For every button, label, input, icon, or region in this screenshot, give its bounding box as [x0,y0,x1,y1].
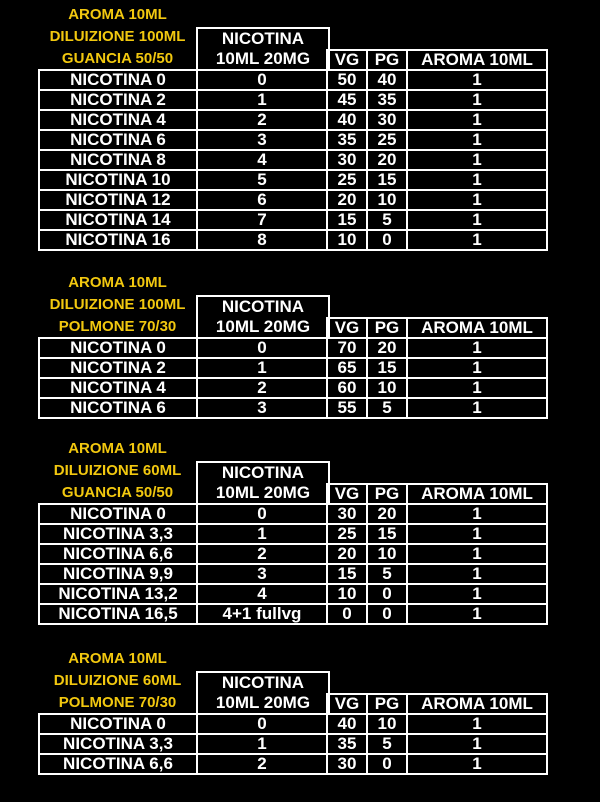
nicotina-header-line: NICOTINA [221,29,305,48]
cell-label: NICOTINA 16,5 [39,604,197,624]
nicotina-header-line: 10ML 20MG [215,49,311,68]
cell-nicotina: 8 [197,230,327,250]
nicotina-header-line: 10ML 20MG [215,317,311,336]
recipe-section [0,4,600,290]
cell-aroma: 1 [407,524,547,544]
cell-vg: 20 [327,190,367,210]
cell-vg: 35 [327,734,367,754]
section-title-line: DILUIZIONE 60ML [53,672,182,689]
cell-vg: 10 [327,584,367,604]
section-title-line: AROMA 10ML [68,274,167,291]
cell-pg: 40 [367,70,407,90]
cell-pg: 15 [367,524,407,544]
header-pg: PG [367,318,407,338]
cell-nicotina: 6 [197,190,327,210]
cell-aroma: 1 [407,230,547,250]
cell-vg: 40 [327,110,367,130]
header-pg: PG [367,484,407,504]
cell-label: NICOTINA 10 [39,170,197,190]
header-vg: VG [327,484,367,504]
cell-aroma: 1 [407,734,547,754]
cell-label: NICOTINA 4 [39,378,197,398]
table-header-row [39,318,547,338]
cell-pg: 5 [367,210,407,230]
recipe-section [0,438,600,658]
cell-nicotina: 7 [197,210,327,230]
cell-vg: 15 [327,564,367,584]
cell-nicotina: 1 [197,734,327,754]
nicotina-header-line: NICOTINA [221,297,305,316]
cell-vg: 35 [327,130,367,150]
cell-pg: 10 [367,190,407,210]
header-vg: VG [327,694,367,714]
cell-label: NICOTINA 6,6 [39,544,197,564]
cell-pg: 5 [367,398,407,418]
cell-label: NICOTINA 6 [39,130,197,150]
cell-label: NICOTINA 4 [39,110,197,130]
cell-nicotina: 4 [197,584,327,604]
cell-vg: 30 [327,504,367,524]
cell-pg: 10 [367,544,407,564]
table-header-row [39,50,547,70]
cell-pg: 20 [367,338,407,358]
cell-nicotina: 5 [197,170,327,190]
cell-nicotina: 0 [197,70,327,90]
cell-pg: 20 [367,150,407,170]
header-spacer [39,50,197,70]
cell-label: NICOTINA 13,2 [39,584,197,604]
table-row [39,398,547,418]
table-row [39,584,547,604]
header-nicotina-cell [197,50,327,70]
table-row [39,378,547,398]
cell-aroma: 1 [407,358,547,378]
cell-nicotina: 2 [197,110,327,130]
header-spacer [39,318,197,338]
cell-label: NICOTINA 2 [39,90,197,110]
section-title-line: AROMA 10ML [68,650,167,667]
section-title-line: POLMONE 70/30 [58,318,177,335]
cell-label: NICOTINA 8 [39,150,197,170]
recipe-table [38,483,548,625]
cell-pg: 15 [367,358,407,378]
cell-vg: 30 [327,150,367,170]
cell-nicotina: 1 [197,524,327,544]
cell-aroma: 1 [407,170,547,190]
header-vg: VG [327,318,367,338]
nicotina-header-line: 10ML 20MG [215,483,311,502]
cell-aroma: 1 [407,584,547,604]
cell-aroma: 1 [407,90,547,110]
cell-nicotina: 3 [197,564,327,584]
table-row [39,190,547,210]
cell-label: NICOTINA 3,3 [39,734,197,754]
cell-pg: 20 [367,504,407,524]
table-row [39,358,547,378]
section-title-line: AROMA 10ML [68,6,167,23]
table-row [39,170,547,190]
table-row [39,754,547,774]
cell-nicotina: 4 [197,150,327,170]
cell-aroma: 1 [407,110,547,130]
cell-label: NICOTINA 6 [39,398,197,418]
cell-label: NICOTINA 16 [39,230,197,250]
table-row [39,338,547,358]
cell-vg: 55 [327,398,367,418]
section-title-line: DILUIZIONE 100ML [49,296,186,313]
header-aroma: AROMA 10ML [407,318,547,338]
cell-label: NICOTINA 0 [39,714,197,734]
cell-nicotina: 2 [197,378,327,398]
cell-pg: 10 [367,714,407,734]
cell-label: NICOTINA 9,9 [39,564,197,584]
cell-aroma: 1 [407,604,547,624]
cell-vg: 10 [327,230,367,250]
recipe-table [38,317,548,419]
cell-aroma: 1 [407,70,547,90]
cell-pg: 0 [367,604,407,624]
recipe-table [38,693,548,775]
cell-nicotina: 0 [197,338,327,358]
cell-vg: 30 [327,754,367,774]
cell-label: NICOTINA 0 [39,338,197,358]
cell-vg: 15 [327,210,367,230]
cell-pg: 0 [367,584,407,604]
cell-pg: 5 [367,734,407,754]
section-title-line: AROMA 10ML [68,440,167,457]
cell-aroma: 1 [407,130,547,150]
cell-label: NICOTINA 0 [39,70,197,90]
header-vg: VG [327,50,367,70]
header-nicotina-cell [197,484,327,504]
cell-vg: 50 [327,70,367,90]
table-row [39,230,547,250]
table-row [39,90,547,110]
table-row [39,714,547,734]
header-aroma: AROMA 10ML [407,694,547,714]
cell-vg: 45 [327,90,367,110]
cell-vg: 65 [327,358,367,378]
cell-label: NICOTINA 0 [39,504,197,524]
cell-vg: 25 [327,170,367,190]
cell-aroma: 1 [407,714,547,734]
nicotina-header-line: 10ML 20MG [215,693,311,712]
section-title-line: POLMONE 70/30 [58,694,177,711]
cell-label: NICOTINA 12 [39,190,197,210]
cell-label: NICOTINA 6,6 [39,754,197,774]
cell-nicotina: 2 [197,544,327,564]
table-row [39,524,547,544]
table-header-row [39,694,547,714]
header-nicotina-cell [197,694,327,714]
cell-pg: 5 [367,564,407,584]
cell-nicotina: 4+1 fullvg [197,604,327,624]
cell-vg: 25 [327,524,367,544]
table-row [39,150,547,170]
cell-label: NICOTINA 14 [39,210,197,230]
cell-aroma: 1 [407,564,547,584]
table-row [39,544,547,564]
table-row [39,564,547,584]
table-row [39,604,547,624]
cell-aroma: 1 [407,338,547,358]
cell-aroma: 1 [407,398,547,418]
cell-aroma: 1 [407,544,547,564]
header-pg: PG [367,694,407,714]
cell-nicotina: 0 [197,504,327,524]
table-row [39,210,547,230]
cell-aroma: 1 [407,150,547,170]
cell-aroma: 1 [407,504,547,524]
cell-aroma: 1 [407,378,547,398]
table-row [39,70,547,90]
cell-vg: 40 [327,714,367,734]
cell-aroma: 1 [407,210,547,230]
section-title-line: DILUIZIONE 60ML [53,462,182,479]
cell-vg: 20 [327,544,367,564]
header-aroma: AROMA 10ML [407,50,547,70]
section-title-line: GUANCIA 50/50 [61,484,174,501]
recipe-table [38,49,548,251]
table-row [39,110,547,130]
nicotina-header-line: NICOTINA [221,673,305,692]
table-row [39,734,547,754]
cell-nicotina: 1 [197,358,327,378]
cell-label: NICOTINA 3,3 [39,524,197,544]
table-header-row [39,484,547,504]
cell-nicotina: 0 [197,714,327,734]
cell-pg: 25 [367,130,407,150]
section-title-line: GUANCIA 50/50 [61,50,174,67]
table-row [39,504,547,524]
cell-pg: 0 [367,754,407,774]
recipe-section [0,648,600,802]
header-spacer [39,694,197,714]
nicotina-header-line: NICOTINA [221,463,305,482]
cell-vg: 60 [327,378,367,398]
cell-label: NICOTINA 2 [39,358,197,378]
cell-aroma: 1 [407,754,547,774]
cell-pg: 35 [367,90,407,110]
cell-vg: 0 [327,604,367,624]
cell-vg: 70 [327,338,367,358]
cell-aroma: 1 [407,190,547,210]
cell-pg: 30 [367,110,407,130]
section-title-line: DILUIZIONE 100ML [49,28,186,45]
header-nicotina-cell [197,318,327,338]
cell-pg: 15 [367,170,407,190]
cell-nicotina: 3 [197,130,327,150]
header-spacer [39,484,197,504]
cell-nicotina: 1 [197,90,327,110]
recipe-section [0,272,600,448]
table-row [39,130,547,150]
cell-nicotina: 2 [197,754,327,774]
cell-nicotina: 3 [197,398,327,418]
cell-pg: 0 [367,230,407,250]
header-aroma: AROMA 10ML [407,484,547,504]
header-pg: PG [367,50,407,70]
cell-pg: 10 [367,378,407,398]
